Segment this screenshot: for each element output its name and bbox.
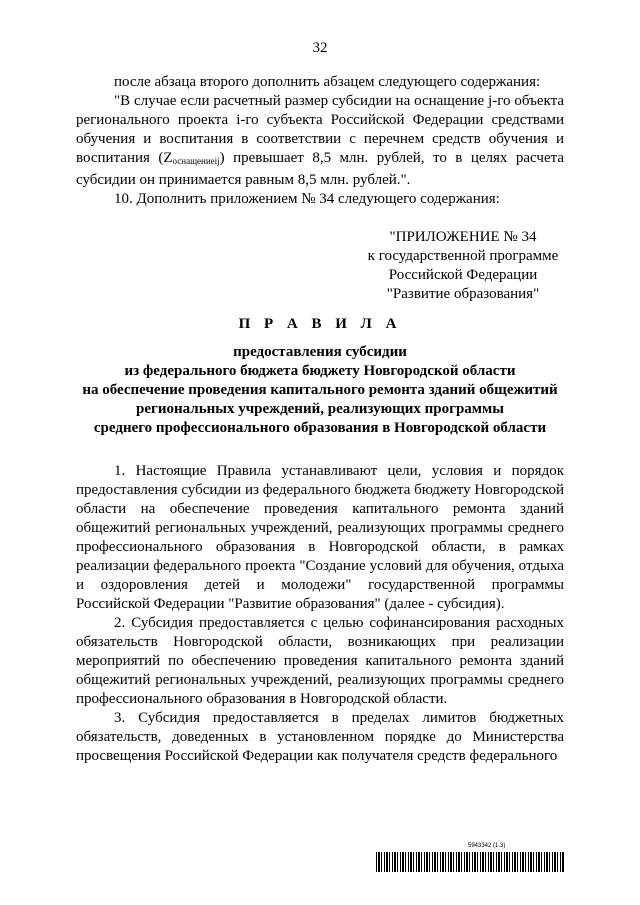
annex-line: Российской Федерации [388, 267, 538, 283]
rules-subtitle [60, 343, 580, 438]
annex-line: "Развитие образования" [386, 286, 540, 302]
subtitle-line: региональных учреждений, реализующих программы [136, 401, 504, 417]
rules-title: П Р А В И Л А [238, 316, 402, 332]
rule-paragraph-3: 3. Субсидия предоставляется в пределах лимитов бюджетных обязательств, доведенных в установленном порядке до Министерства просвещения Российской Федерации как получателя средств федерального [76, 710, 564, 764]
barcode-icon [376, 852, 564, 872]
quote-text-part1: "В случае если расчетный размер субсидии на оснащение j-го объекта регионального проекта i-го субъекта Российской Федерации средствами обучения и воспитания в соответствии с перечнем средств обучения и воспитания (Z [76, 93, 564, 166]
subtitle-line: на обеспечение проведения капитального ремонта зданий общежитий [82, 382, 558, 398]
rule-paragraph-1: 1. Настоящие Правила устанавливают цели, условия и порядок предоставления субсидии из федерального бюджета бюджету Новгородской области на обеспечение проведения капитального ремонта зданий общежитий региональных учреждений, реализующих программы среднего профессионального образования в Новгородской области, в рамках реализации федерального проекта "Создание условий для обучения, отдыха и оздоровления детей и молодежи" государственной программы Российской Федерации "Развитие образования" (далее - субсидия). [76, 463, 564, 612]
quote-text-part2: ) превышает 8,5 млн. рублей, то в целях расчета субсидии он принимается равным 8,5 млн. рублей.". [76, 150, 564, 188]
annex-line: к государственной программе [367, 248, 559, 264]
annex-header [338, 228, 588, 304]
annex-line: "ПРИЛОЖЕНИЕ № 34 [389, 229, 537, 245]
subtitle-line: среднего профессионального образования в Новгородской области [93, 420, 547, 436]
intro-paragraph: после абзаца второго дополнить абзацем следующего содержания: [114, 74, 541, 90]
subtitle-line: предоставления субсидии [233, 344, 407, 360]
quote-subscript: оснащениеij [172, 156, 220, 166]
rules-body [76, 462, 564, 766]
quote-paragraph [76, 92, 564, 190]
subtitle-line: из федерального бюджета бюджету Новгородской области [124, 363, 516, 379]
page-number: 32 [312, 40, 328, 56]
intro-section [76, 73, 564, 209]
document-code: 5943342 (1.3) [468, 843, 506, 849]
amendment-10-paragraph: 10. Дополнить приложением № 34 следующего содержания: [114, 191, 500, 207]
rule-paragraph-2: 2. Субсидия предоставляется с целью софинансирования расходных обязательств Новгородской области, возникающих при реализации мероприятий по обеспечению проведения капитального ремонта зданий общежитий региональных учреждений, реализующих программы среднего профессионального образования в Новгородской области. [76, 615, 564, 707]
